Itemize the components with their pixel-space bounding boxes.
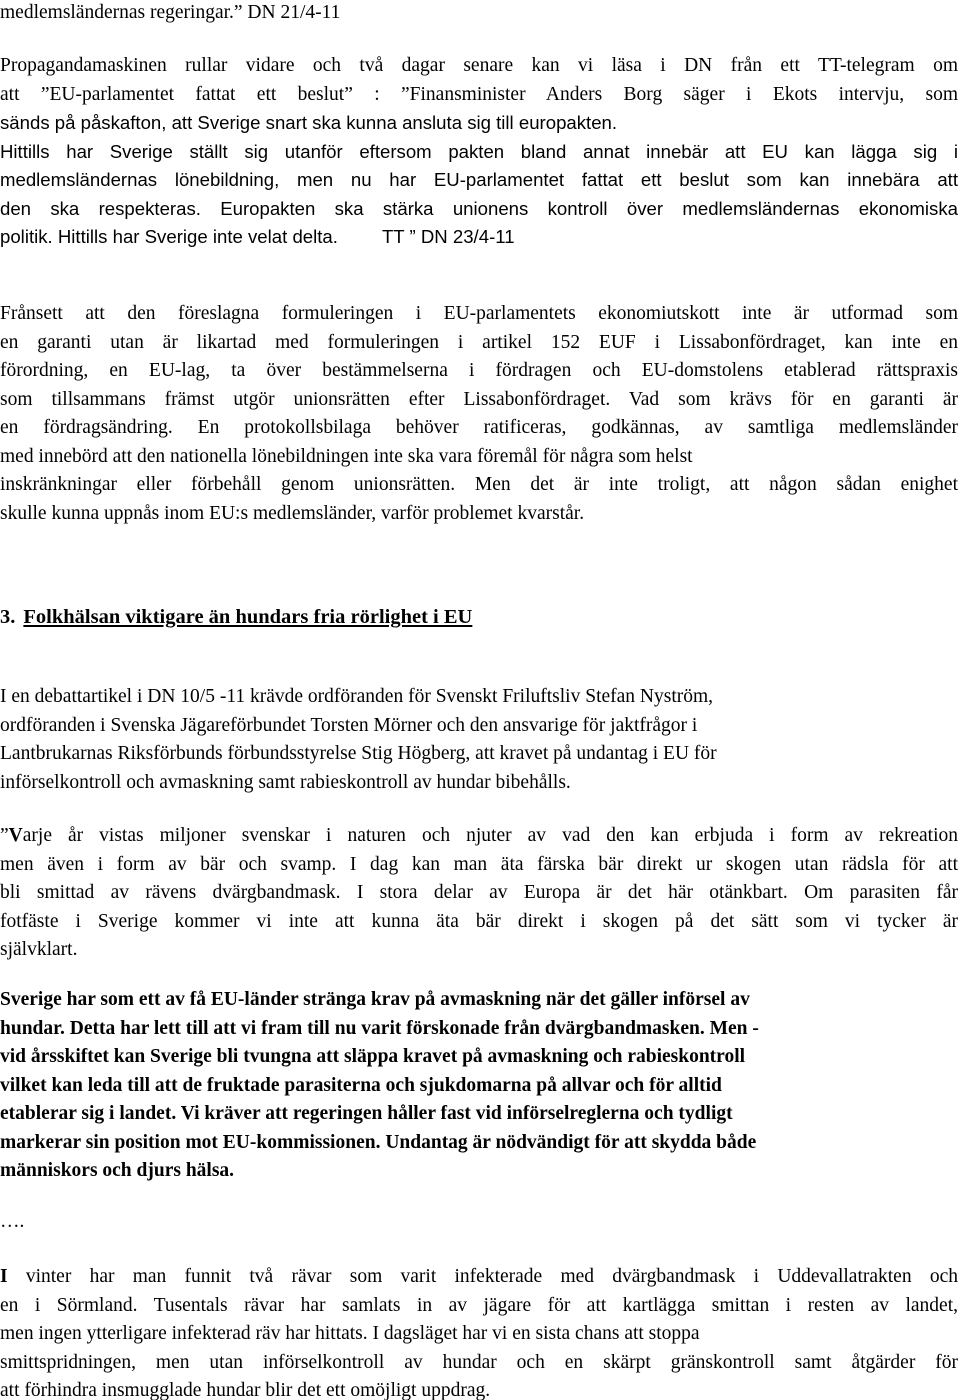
text-line: medlemsländernas regeringar.” DN 21/4-11 [0, 2, 341, 23]
text-line: vilket kan leda till att de fruktade parasiterna och sjukdomarna på allvar och för alltid [0, 1074, 722, 1096]
paragraph-propaganda [0, 52, 958, 252]
text-line: inskränkningar eller förbehåll genom unionsrätten. Men det är inte troligt, att någon sådan enighet [0, 474, 958, 495]
text-line: en garanti utan är likartad med formuleringen i artikel 152 EUF i Lissabonfördraget, kan inte en [0, 331, 958, 353]
text-segment: vinter har man funnit två rävar som varit infekterade med dvärgbandmask i Uddevallatrakten och [7, 1266, 958, 1287]
text-line [0, 822, 958, 851]
paragraph-debate-article [0, 683, 958, 797]
text-line: markerar sin position mot EU-kommissionen. Undantag är nödvändigt för att skydda både [0, 1131, 757, 1153]
text-line [0, 1263, 958, 1292]
text-line: bli smittad av rävens dvärgbandmask. I stora delar av Europa är det här otänkbart. Om parasiten får [0, 882, 958, 903]
section-heading [0, 603, 958, 631]
text-line: den ska respekteras. Europakten ska stärka unionens kontroll över medlemsländernas ekonomiska [0, 197, 958, 219]
paragraph-continuation [0, 0, 958, 28]
text-line: I en debattartikel i DN 10/5 -11 krävde ordföranden för Svenskt Friluftsliv Stefan Nyström, [0, 686, 714, 707]
text-line: men ingen ytterligare infekterad räv har hittats. I dagsläget har vi en sista chans att stoppa [0, 1323, 700, 1344]
text-line: medlemsländernas lönebildning, men nu har EU-parlamentet fattat ett beslut som kan innebära att [0, 169, 958, 190]
drop-letter: I [0, 1266, 8, 1287]
text-line: människors och djurs hälsa. [0, 1160, 235, 1181]
paragraph-analysis [0, 300, 958, 528]
text-line: Sverige har som ett av få EU-länder stränga krav på avmaskning när det gäller införsel av [0, 989, 750, 1010]
text-line: en fördragsändring. En protokollsbilaga behöver ratificeras, godkännas, av samtliga medlemsländer [0, 417, 958, 438]
text-line: som tillsammans främst utgör unionsrätten efter Lissabonfördraget. Vad som krävs för en garanti är [0, 388, 958, 410]
text-line: en i Sörmland. Tusentals rävar har samlats in av jägare för att kartlägga smittan i resten av landet, [0, 1294, 958, 1316]
text-line: Hittills har Sverige ställt sig utanför eftersom pakten bland annat innebär att EU kan lägga sig i [0, 140, 958, 162]
text-line: etablerar sig i landet. Vi kräver att regeringen håller fast vid införselreglerna och tydligt [0, 1103, 733, 1124]
text-line: Frånsett att den föreslagna formuleringen i EU-parlamentets ekonomiutskott inte är utformad som [0, 303, 958, 324]
text-line: att förhindra insmugglade hundar blir det ett omöjligt uppdrag. [0, 1380, 491, 1400]
section-title: Folkhälsan viktigare än hundars fria rörlighet i EU [23, 606, 473, 628]
text-line: med innebörd att den nationella lönebildningen inte ska vara föremål för några som helst [0, 445, 693, 467]
section-number: 3. [0, 606, 16, 628]
drop-letter: V [8, 825, 23, 846]
text-segment: politik. Hittills har Sverige inte velat delta. [0, 226, 338, 247]
text-line: hundar. Detta har lett till att vi fram till nu varit förskonade från dvärgbandmasken. Men - [0, 1017, 759, 1039]
text-line: införselkontroll och avmaskning samt rabieskontroll av hundar bibehålls. [0, 771, 571, 793]
citation-source: TT ” DN 23/4-11 [381, 226, 515, 247]
text-line: Lantbrukarnas Riksförbunds förbundsstyrelse Stig Högberg, att kravet på undantag i EU för [0, 743, 717, 764]
text-line: men även i form av bär och svamp. I dag kan man äta färska bär direkt ur skogen utan rädsla för att [0, 853, 958, 875]
text-line [0, 223, 958, 252]
quote-mark: ” [0, 825, 9, 846]
paragraph-quote [0, 822, 958, 965]
text-line: fotfäste i Sverige kommer vi inte att kunna äta bär direkt i skogen på det sätt som vi tycker är [0, 910, 958, 932]
text-line: att ”EU-parlamentet fattat ett beslut” : ”Finansminister Anders Borg säger i Ekots intervju, som [0, 83, 958, 105]
text-segment: arje år vistas miljoner svenskar i naturen och njuter av vad den kan erbjuda i form av rekreation [22, 825, 958, 846]
text-line: skulle kunna uppnås inom EU:s medlemsländer, varför problemet kvarstår. [0, 502, 585, 524]
ellipsis: …. [0, 1211, 25, 1232]
ellipsis-separator [0, 1208, 958, 1237]
text-line: ordföranden i Svenska Jägareförbundet Torsten Mörner och den ansvarige för jaktfrågor i [0, 714, 698, 736]
text-line: smittspridningen, men utan införselkontroll av hundar och en skärpt gränskontroll samt åtgärder för [0, 1351, 958, 1373]
text-line: förordning, en EU-lag, ta över bestämmelserna i fördragen och EU-domstolens etablerad rättspraxis [0, 360, 958, 381]
paragraph-bold-demand [0, 986, 958, 1186]
text-line: Propagandamaskinen rullar vidare och två dagar senare kan vi läsa i DN från ett TT-telegram om [0, 55, 958, 76]
text-line: självklart. [0, 939, 78, 960]
text-line: vid årsskiftet kan Sverige bli tvungna att släppa kravet på avmaskning och rabieskontroll [0, 1046, 746, 1067]
paragraph-foxes [0, 1263, 958, 1400]
text-line: sänds på påskafton, att Sverige snart ska kunna ansluta sig till europakten. [0, 112, 618, 133]
